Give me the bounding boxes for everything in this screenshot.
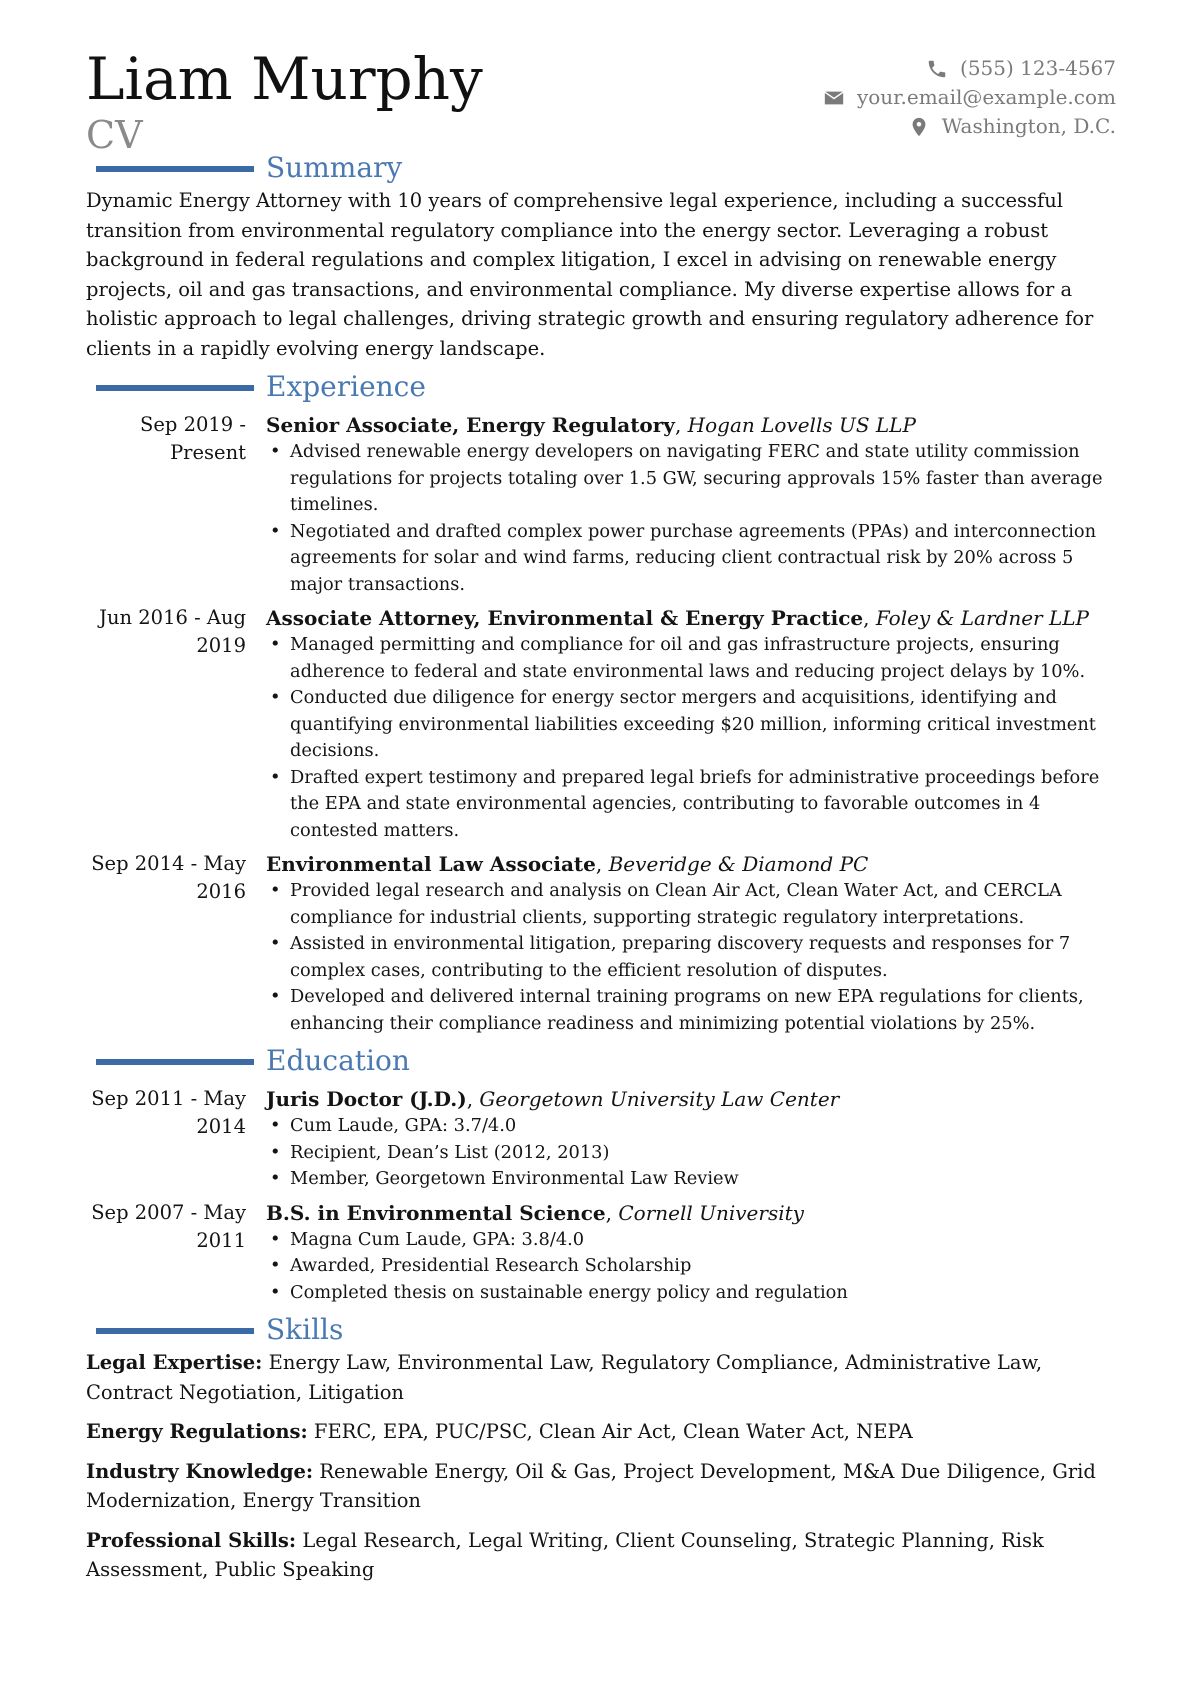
entry-bullets	[266, 439, 1116, 598]
section-experience-heading	[86, 370, 1116, 405]
section-title: Education	[266, 1044, 410, 1077]
header	[86, 44, 1116, 157]
skill-row	[86, 1348, 1116, 1407]
bullet-item: • Cum Laude, GPA: 3.7/4.0	[266, 1113, 1116, 1140]
entry-org: Hogan Lovells US LLP	[687, 413, 916, 437]
entry-bullets	[266, 1227, 1116, 1307]
section-bar	[96, 1328, 254, 1334]
map-pin-icon	[908, 116, 930, 138]
section-bar	[96, 166, 254, 172]
bullet-item: • Negotiated and drafted complex power purchase agreements (PPAs) and interconnection agreements for solar and wind farms, reducing client contractual risk by 20% across 5 major transactions.	[266, 519, 1116, 599]
entry-title: Associate Attorney, Environmental & Energy Practice, Foley & Lardner LLP	[266, 606, 1089, 630]
entry-date: Sep 2007 - May 2011	[91, 1200, 246, 1252]
phone-icon	[926, 58, 948, 80]
bullet-item: • Magna Cum Laude, GPA: 3.8/4.0	[266, 1227, 1116, 1254]
bullet-item: • Advised renewable energy developers on navigating FERC and state utility commission regulations for projects totaling over 1.5 GW, securing approvals 15% faster than average timelines.	[266, 439, 1116, 519]
bullet-item: • Awarded, Presidential Research Scholarship	[266, 1253, 1116, 1280]
contact-info	[823, 54, 1116, 141]
bullet-item: • Managed permitting and compliance for oil and gas infrastructure projects, ensuring adherence to federal and state environmental laws and reducing project delays by 10%.	[266, 632, 1116, 685]
skill-value: FERC, EPA, PUC/PSC, Clean Air Act, Clean Water Act, NEPA	[313, 1420, 913, 1443]
section-bar	[96, 1059, 254, 1065]
bullet-item: • Completed thesis on sustainable energy policy and regulation	[266, 1280, 1116, 1307]
entry-role: Senior Associate, Energy Regulatory	[266, 413, 675, 437]
skill-label: Legal Expertise:	[86, 1351, 263, 1374]
section-education-heading	[86, 1044, 1116, 1079]
entry-bullets	[266, 632, 1116, 844]
entry-date: Jun 2016 - Aug 2019	[99, 606, 246, 657]
bullet-item: • Drafted expert testimony and prepared legal briefs for administrative proceedings before the EPA and state environmental agencies, contributing to favorable outcomes in 4 contested matters.	[266, 765, 1116, 845]
bullet-item: • Recipient, Dean’s List (2012, 2013)	[266, 1140, 1116, 1167]
person-name: Liam Murphy	[86, 45, 483, 113]
skill-row	[86, 1526, 1116, 1585]
entry-role: Associate Attorney, Environmental & Energy Practice	[266, 606, 864, 630]
document-type: CV	[86, 113, 143, 157]
entry-bullets	[266, 878, 1116, 1037]
bullet-item: • Developed and delivered internal training programs on new EPA regulations for clients, enhancing their compliance readiness and minimizing potential violations by 25%.	[266, 984, 1116, 1037]
phone-line	[823, 54, 1116, 83]
skill-row	[86, 1457, 1116, 1516]
experience-entry	[86, 411, 1116, 598]
entry-role: Juris Doctor (J.D.)	[266, 1087, 467, 1111]
envelope-icon	[823, 87, 845, 109]
phone-text: (555) 123-4567	[960, 56, 1116, 80]
section-title: Summary	[266, 151, 403, 184]
entry-title: Environmental Law Associate, Beveridge & Diamond PC	[266, 852, 869, 876]
entry-title: Juris Doctor (J.D.), Georgetown University Law Center	[266, 1087, 840, 1111]
entry-role: Environmental Law Associate	[266, 852, 596, 876]
skill-row	[86, 1417, 1116, 1447]
section-title: Skills	[266, 1313, 344, 1346]
location-line	[823, 112, 1116, 141]
section-bar	[96, 385, 254, 391]
entry-org: Cornell University	[618, 1200, 804, 1225]
summary-text: Dynamic Energy Attorney with 10 years of comprehensive legal experience, including a successful transition from environmental regulatory compliance into the energy sector. Leveraging a robust background in federal regulations and complex litigation, I excel in advising on renewable energy projects, oil and gas transactions, and environmental compliance. My diverse expertise allows for a holistic approach to legal challenges, driving strategic growth and ensuring regulatory adherence for clients in a rapidly evolving energy landscape.	[86, 189, 1094, 360]
bullet-item: • Member, Georgetown Environmental Law Review	[266, 1166, 1116, 1193]
entry-org: Beveridge & Diamond PC	[608, 852, 869, 876]
skill-value: Energy Law, Environmental Law, Regulatory Compliance, Administrative Law, Contract Negotiation, Litigation	[86, 1351, 1043, 1404]
entry-date: Sep 2011 - May 2014	[91, 1087, 246, 1138]
experience-entry	[86, 604, 1116, 844]
email-line	[823, 83, 1116, 112]
entry-date: Sep 2019 - Present	[140, 413, 246, 464]
entry-role: B.S. in Environmental Science	[266, 1200, 606, 1225]
bullet-item: • Conducted due diligence for energy sector mergers and acquisitions, identifying and quantifying environmental liabilities exceeding $20 million, informing critical investment decisions.	[266, 685, 1116, 765]
email-link[interactable]: your.email@example.com	[856, 85, 1116, 109]
section-summary-heading	[86, 151, 1116, 186]
experience-entry	[86, 850, 1116, 1037]
education-entry	[86, 1199, 1116, 1307]
skill-value: Renewable Energy, Oil & Gas, Project Development, M&A Due Diligence, Grid Modernization, Energy Transition	[86, 1459, 1096, 1512]
entry-title: Senior Associate, Energy Regulatory, Hogan Lovells US LLP	[266, 413, 916, 437]
entry-title: B.S. in Environmental Science, Cornell University	[266, 1200, 804, 1225]
entry-date: Sep 2014 - May 2016	[91, 852, 246, 903]
section-title: Experience	[266, 370, 426, 403]
skill-value: Legal Research, Legal Writing, Client Counseling, Strategic Planning, Risk Assessment, Public Speaking	[86, 1528, 1044, 1581]
entry-org: Foley & Lardner LLP	[875, 606, 1089, 630]
location-text: Washington, D.C.	[941, 114, 1116, 138]
entry-org: Georgetown University Law Center	[479, 1087, 840, 1111]
bullet-item: • Assisted in environmental litigation, preparing discovery requests and responses for 7 complex cases, contributing to the efficient resolution of disputes.	[266, 931, 1116, 984]
skill-label: Professional Skills:	[86, 1528, 297, 1552]
education-entry	[86, 1085, 1116, 1193]
skill-label: Energy Regulations:	[86, 1420, 308, 1443]
entry-bullets	[266, 1113, 1116, 1193]
cv-page	[86, 44, 1116, 1595]
skill-label: Industry Knowledge:	[86, 1459, 314, 1483]
bullet-item: • Provided legal research and analysis on Clean Air Act, Clean Water Act, and CERCLA compliance for industrial clients, supporting strategic regulatory interpretations.	[266, 878, 1116, 931]
section-skills-heading	[86, 1313, 1116, 1348]
